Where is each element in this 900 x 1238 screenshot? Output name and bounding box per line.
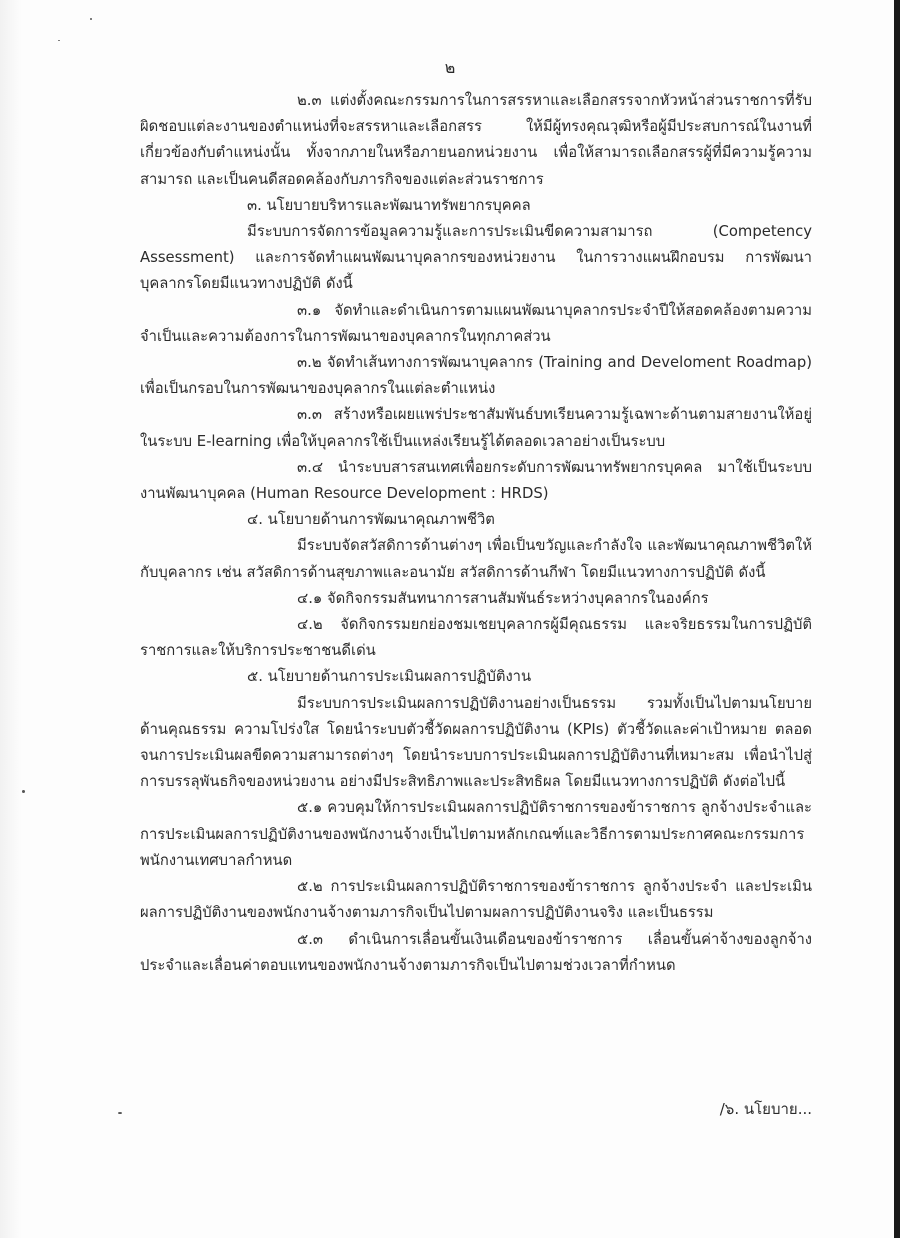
section-heading: ๕. นโยบายด้านการประเมินผลการปฏิบัติงาน (247, 668, 532, 686)
paragraph: มีระบบจัดสวัสดิการด้านต่างๆ เพื่อเป็นขวัญและกำลังใจ และพัฒนาคุณภาพชีวิตให้กับบุคลากร เช่น สวัสดิการด้านสุขภาพและอนามัย สวัสดิการด้านกีฬา โดยมีแนวทางการปฏิบัติ ดังนี้ (140, 537, 812, 581)
scan-speck (58, 40, 60, 41)
paragraph: มีระบบการจัดการข้อมูลความรู้และการประเมินขีดความสามารถ (Competency Assessment) และการจัดทำแผนพัฒนาบุคลากรของหน่วยงาน ในการวางแผนฝึกอบรม การพัฒนาบุคลากรโดยมีแนวทางปฏิบัติ ดังนี้ (140, 223, 812, 293)
paragraph: มีระบบการประเมินผลการปฏิบัติงานอย่างเป็นธรรม รวมทั้งเป็นไปตามนโยบายด้านคุณธรรม ความโปร่งใส โดยนำระบบตัวชี้วัดผลการปฏิบัติงาน (KPIs) ตัวชี้วัดและค่าเป้าหมาย ตลอดจนการประเมินผลขีดความสามารถต่างๆ โดยนำระบบการประเมินผลการปฏิบัติงานที่เหมาะสม เพื่อนำไปสู่การบรรลุพันธกิจของหน่วยงาน อย่างมีประสิทธิภาพและประสิทธิผล โดยมีแนวทางการปฏิบัติ ดังต่อไปนี้ (140, 694, 812, 791)
scan-speck (22, 790, 25, 793)
scan-speck (118, 1112, 122, 1114)
scan-right-edge (894, 0, 900, 1238)
paragraph: ๕.๒ การประเมินผลการปฏิบัติราชการของข้าราชการ ลูกจ้างประจำ และประเมินผลการปฏิบัติงานของพนักงานจ้างตามภารกิจเป็นไปตามผลการปฏิบัติงานจริง และเป็นธรรม (140, 878, 812, 922)
page-number: ๒ (444, 58, 456, 77)
paragraph: ๒.๓ แต่งตั้งคณะกรรมการในการสรรหาและเลือกสรรจากหัวหน้าส่วนราชการที่รับผิดชอบแต่ละงานของตำแหน่งที่จะสรรหาและเลือกสรร ให้มีผู้ทรงคุณวุฒิหรือผู้มีประสบการณ์ในงานที่เกี่ยวข้องกับตำแหน่งนั้น ทั้งจากภายในหรือภายนอกหน่วยงาน เพื่อให้สามารถเลือกสรรผู้ที่มีความรู้ความสามารถ และเป็นคนดีสอดคล้องกับภารกิจของแต่ละส่วนราชการ (140, 92, 812, 188)
paragraph: ๓.๔ นำระบบสารสนเทศเพื่อยกระดับการพัฒนาทรัพยากรบุคคล มาใช้เป็นระบบงานพัฒนาบุคคล (Human Resource Development : HRDS) (140, 458, 812, 503)
paragraph: ๔.๒ จัดกิจกรรมยกย่องชมเชยบุคลากรผู้มีคุณธรรม และจริยธรรมในการปฏิบัติราชการและให้บริการประชาชนดีเด่น (140, 616, 812, 660)
document-body (140, 88, 812, 979)
paragraph: ๕.๓ ดำเนินการเลื่อนขั้นเงินเดือนของข้าราชการ เลื่อนขั้นค่าจ้างของลูกจ้างประจำและเลื่อนค่าตอบแทนของพนักงานจ้างตามภารกิจเป็นไปตามช่วงเวลาที่กำหนด (140, 930, 812, 974)
paragraph: ๓.๓ สร้างหรือเผยแพร่ประชาสัมพันธ์บทเรียนความรู้เฉพาะด้านตามสายงานให้อยู่ในระบบ E-learning เพื่อให้บุคลากรใช้เป็นแหล่งเรียนรู้ได้ตลอดเวลาอย่างเป็นระบบ (140, 406, 812, 450)
scan-speck (90, 18, 92, 20)
paragraph: ๔.๑ จัดกิจกรรมสันทนาการสานสัมพันธ์ระหว่างบุคลากรในองค์กร (297, 589, 709, 607)
paragraph: ๓.๑ จัดทำและดำเนินการตามแผนพัฒนาบุคลากรประจำปีให้สอดคล้องตามความจำเป็นและความต้องการในการพัฒนาของบุคลากรในทุกภาคส่วน (140, 301, 812, 345)
paragraph: ๕.๑ ควบคุมให้การประเมินผลการปฏิบัติราชการของข้าราชการ ลูกจ้างประจำและการประเมินผลการปฏิบัติงานของพนักงานจ้างเป็นไปตามหลักเกณฑ์และวิธีการตามประกาศคณะกรรมการพนักงานเทศบาลกำหนด (140, 799, 812, 869)
continuation-note: /๖. นโยบาย... (719, 1100, 812, 1118)
section-heading: ๔. นโยบายด้านการพัฒนาคุณภาพชีวิต (247, 511, 495, 529)
scan-left-edge (0, 0, 22, 1238)
section-heading: ๓. นโยบายบริหารและพัฒนาทรัพยากรบุคคล (247, 196, 531, 214)
paragraph: ๓.๒ จัดทำเส้นทางการพัฒนาบุคลากร (Training and Develoment Roadmap) เพื่อเป็นกรอบในการพัฒนาของบุคลากรในแต่ละตำแหน่ง (140, 354, 812, 398)
